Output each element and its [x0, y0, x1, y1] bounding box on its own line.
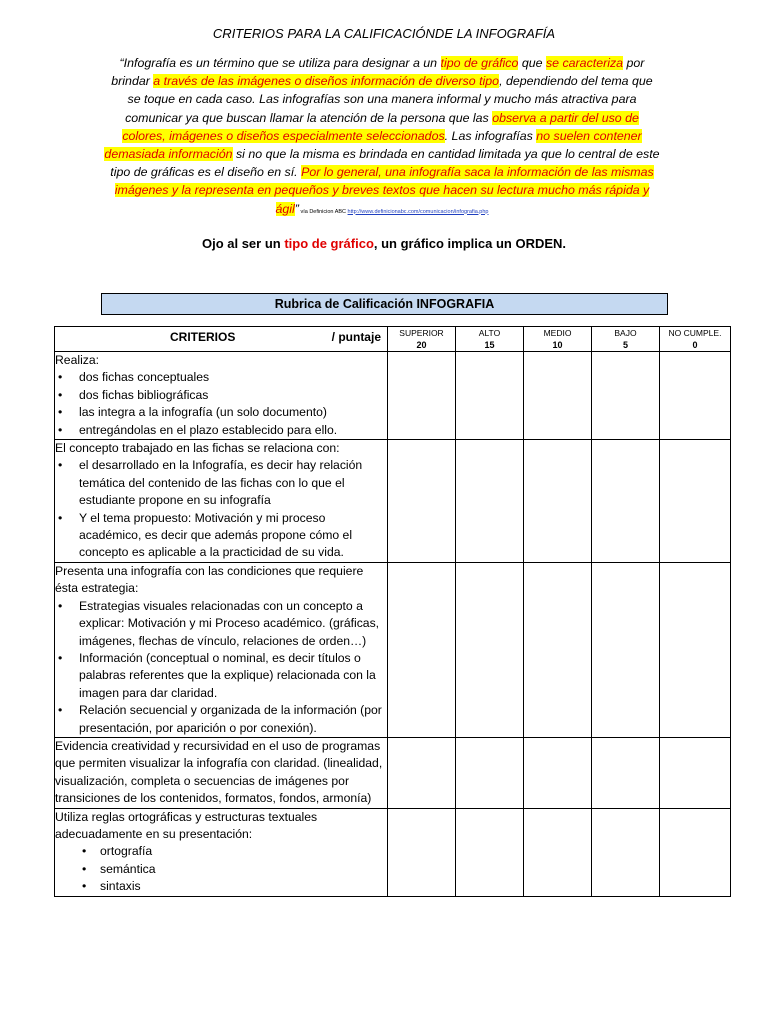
- document-title: CRITERIOS PARA LA CALIFICACIÓNDE LA INFOGRAFÍA: [212, 26, 556, 41]
- source-label: vía Definicion ABC: [298, 208, 348, 215]
- criterion-row-creatividad: [55, 737, 731, 808]
- criterion-cell: [55, 440, 388, 563]
- quote-close: ”: [294, 201, 299, 216]
- score-cell-medio[interactable]: [524, 808, 592, 896]
- infografia-definition-quote: [104, 54, 660, 221]
- quote-text: que: [518, 56, 546, 70]
- quote-highlight-red: no suelen contener demasiada información: [104, 128, 642, 162]
- quote-text: si no que la misma es brindada en cantidad limitada ya que lo central de este tipo de gráficas es el diseño en sí.: [110, 147, 660, 180]
- score-cell-no-cumple[interactable]: [660, 440, 731, 563]
- level-name: NO CUMPLE.: [668, 328, 722, 338]
- criterion-intro: Utiliza reglas ortográficas y estructuras textuales adecuadamente en su presentación:: [55, 809, 318, 841]
- level-header-alto: [456, 327, 524, 352]
- score-cell-no-cumple[interactable]: [660, 808, 731, 896]
- rubric-table: [54, 326, 731, 897]
- quote-text: por brindar: [111, 56, 645, 89]
- criterion-bullet: • Relación secuencial y organizada de la información (por presentación, por aparición o por conexión).: [55, 702, 387, 737]
- order-note: [0, 236, 768, 251]
- quote-highlight-red: tipo de gráfico: [440, 56, 519, 70]
- score-cell-alto[interactable]: [456, 440, 524, 563]
- puntaje-label: / puntaje: [331, 330, 381, 344]
- score-cell-alto[interactable]: [456, 737, 524, 808]
- criterion-bullet: • dos fichas conceptuales: [55, 369, 387, 386]
- score-cell-no-cumple[interactable]: [660, 562, 731, 737]
- criterion-cell: [55, 737, 388, 808]
- quote-highlight-red: se caracteriza: [545, 56, 624, 70]
- criterion-bullet: • semántica: [55, 861, 387, 878]
- criterion-bullet: • las integra a la infografía (un solo documento): [55, 404, 387, 421]
- quote-highlight-red: Por lo general, una infografía saca la información de las mismas imágenes y la representa en pequeños y breves textos que hacen su lectura mucho más rápida y ágil: [114, 165, 654, 216]
- criterion-bullet: • dos fichas bibliográficas: [55, 387, 387, 404]
- quote-highlight-red: a través de las imágenes o diseños información de diverso tipo: [153, 74, 500, 89]
- criterios-label: CRITERIOS: [170, 330, 236, 344]
- criterion-intro: El concepto trabajado en las fichas se relaciona con:: [55, 441, 340, 456]
- criterion-row-concepto: [55, 440, 731, 563]
- source-link[interactable]: http://www.definicionabc.com/comunicacion/infografia.php: [347, 208, 489, 215]
- criterion-bullet: • sintaxis: [55, 878, 387, 895]
- level-name: ALTO: [478, 328, 501, 338]
- level-name: MEDIO: [543, 328, 572, 338]
- level-score: 15: [484, 340, 495, 350]
- level-header-medio: [524, 327, 592, 352]
- level-header-no-cumple: [660, 327, 731, 352]
- score-cell-medio[interactable]: [524, 562, 592, 737]
- level-score: 10: [552, 340, 563, 350]
- score-cell-bajo[interactable]: [592, 737, 660, 808]
- quote-source: [299, 209, 489, 215]
- quote-highlight-red: observa a partir del uso de colores, imágenes o diseños especialmente seleccionados: [122, 110, 639, 143]
- score-cell-medio[interactable]: [524, 737, 592, 808]
- criterion-bullet: • ortografía: [55, 843, 387, 860]
- level-header-superior: [388, 327, 456, 352]
- level-name: SUPERIOR: [399, 328, 444, 338]
- score-cell-bajo[interactable]: [592, 562, 660, 737]
- criterion-bullet: • el desarrollado en la Infografía, es decir hay relación temática del contenido de las fichas con lo que el estudiante propone en su infografía: [55, 457, 387, 509]
- note-highlight: tipo de gráfico: [284, 236, 374, 251]
- level-score: 5: [622, 340, 628, 350]
- score-cell-bajo[interactable]: [592, 352, 660, 440]
- score-cell-superior[interactable]: [388, 352, 456, 440]
- level-header-bajo: [592, 327, 660, 352]
- criterion-row-realiza: [55, 352, 731, 440]
- rubric-header-row: [55, 327, 731, 352]
- criterion-cell: [55, 562, 388, 737]
- criterion-bullets: [55, 598, 387, 737]
- score-cell-bajo[interactable]: [592, 440, 660, 563]
- score-cell-medio[interactable]: [524, 440, 592, 563]
- criterion-intro: Presenta una infografía con las condiciones que requiere ésta estrategia:: [55, 563, 364, 596]
- score-cell-alto[interactable]: [456, 562, 524, 737]
- criterion-bullet: • entregándolas en el plazo establecido para ello.: [55, 422, 387, 439]
- score-cell-no-cumple[interactable]: [660, 737, 731, 808]
- level-name: BAJO: [614, 328, 637, 338]
- score-cell-superior[interactable]: [388, 440, 456, 563]
- quote-text: . Las infografías: [444, 128, 537, 143]
- criterion-bullet: • Información (conceptual o nominal, es decir títulos o palabras referentes que la explique) relacionada con la imagen para dar claridad.: [55, 650, 387, 702]
- rubric-title: Rubrica de Calificación INFOGRAFIA: [101, 293, 668, 315]
- score-cell-no-cumple[interactable]: [660, 352, 731, 440]
- criterion-intro: Realiza:: [55, 353, 100, 367]
- criterion-bullets: [55, 457, 387, 561]
- level-score: 0: [692, 340, 698, 350]
- score-cell-superior[interactable]: [388, 562, 456, 737]
- score-cell-alto[interactable]: [456, 808, 524, 896]
- score-cell-medio[interactable]: [524, 352, 592, 440]
- criterion-bullet: • Y el tema propuesto: Motivación y mi proceso académico, es decir que además propone cómo el concepto es aplicable a la practicidad de su vida.: [55, 510, 387, 562]
- quote-text: , dependiendo del tema que se toque en cada caso. Las infografías son una manera informal y mucho más atractiva para comunicar ya que buscan llamar la atención de la persona que las: [125, 74, 653, 125]
- criterion-cell: [55, 808, 388, 896]
- level-score: 20: [416, 340, 427, 350]
- criterion-row-ortografia: [55, 808, 731, 896]
- score-cell-bajo[interactable]: [592, 808, 660, 896]
- criterion-row-presenta: [55, 562, 731, 737]
- note-text: Ojo al ser un: [201, 236, 285, 251]
- criterion-cell: [55, 352, 388, 440]
- criterion-bullets: [55, 369, 387, 439]
- note-text: , un gráfico implica un ORDEN.: [373, 236, 567, 251]
- criterion-bullet: • Estrategias visuales relacionadas con un concepto a explicar: Motivación y mi Proceso académico. (gráficas, imágenes, flechas de vínculo, relaciones de orden…): [55, 598, 387, 650]
- quote-text: “Infografía es un término que se utiliza para designar a un: [119, 56, 441, 70]
- criterios-header: [55, 327, 388, 352]
- score-cell-superior[interactable]: [388, 808, 456, 896]
- criterion-intro: Evidencia creatividad y recursividad en el uso de programas que permiten visualizar la infografía con claridad. (linealidad, visualización, completa o secuencias de imágenes por transiciones de los contenidos, formatos, fondos, armonía): [55, 738, 383, 806]
- score-cell-alto[interactable]: [456, 352, 524, 440]
- criterion-bullets: [55, 843, 387, 895]
- score-cell-superior[interactable]: [388, 737, 456, 808]
